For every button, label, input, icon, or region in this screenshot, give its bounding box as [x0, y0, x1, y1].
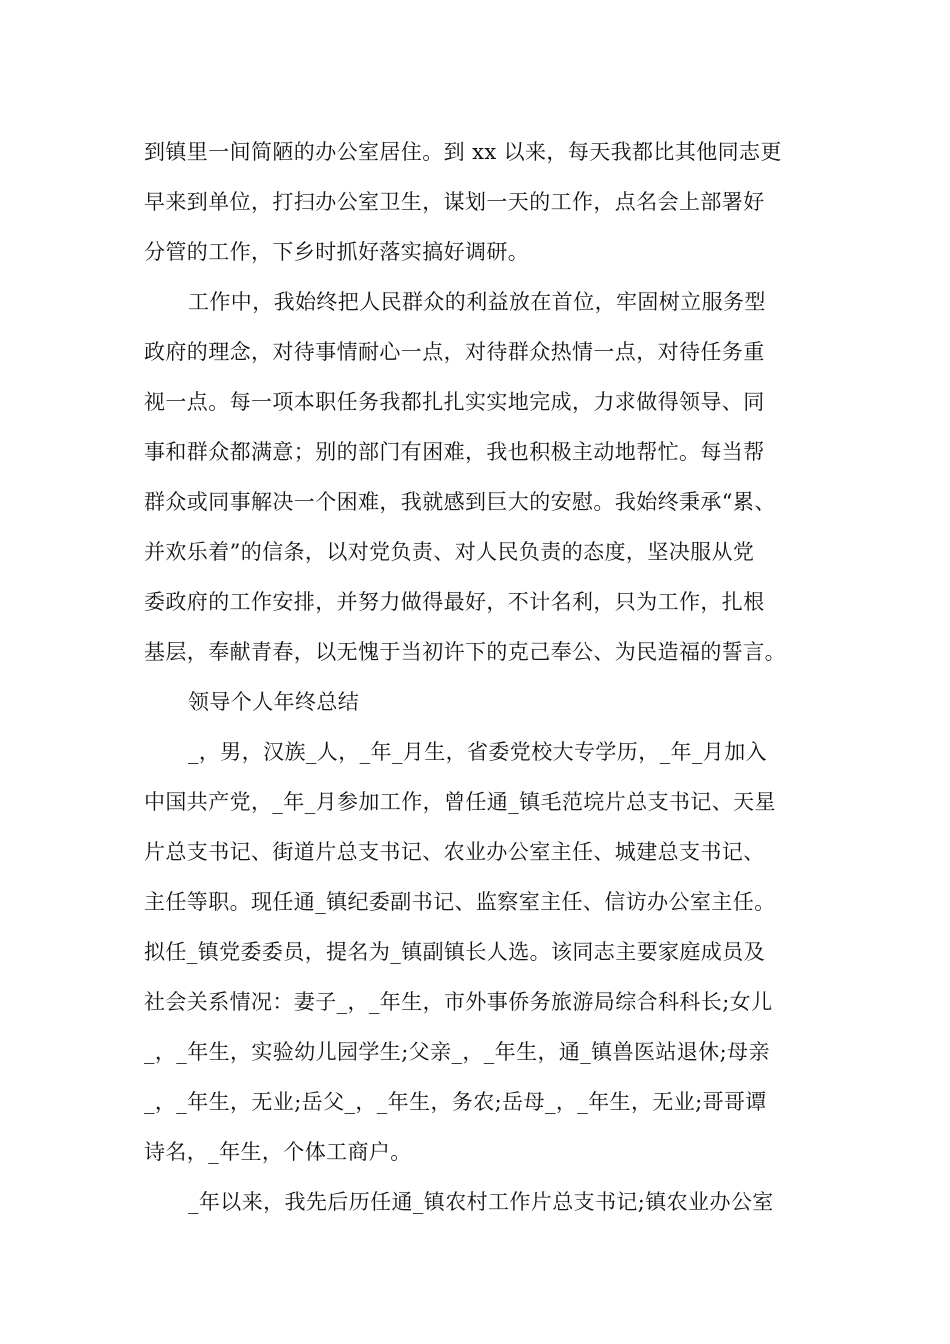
- paragraph-start-line: 工作中，我始终把人民群众的利益放在首位，牢固树立服务型: [188, 290, 766, 314]
- text-line: 基层，奉献青春，以无愧于当初许下的克己奉公、为民造福的誓言。: [144, 640, 786, 664]
- text-line: 群众或同事解决一个困难，我就感到巨大的安慰。我始终秉承“累、: [144, 490, 776, 514]
- text-line: 社会关系情况：妻子_，_年生，市外事侨务旅游局综合科科长;女儿: [144, 990, 773, 1014]
- paragraph-start-line: _年以来，我先后历任通_镇农村工作片总支书记;镇农业办公室: [188, 1190, 774, 1214]
- text-line: 早来到单位，打扫办公室卫生，谋划一天的工作，点名会上部署好: [144, 190, 765, 214]
- text-line: _，_年生，实验幼儿园学生;父亲_，_年生，通_镇兽医站退休;母亲: [144, 1040, 770, 1064]
- paragraph-start-line: _，男，汉族_人，_年_月生，省委党校大专学历，_年_月加入: [188, 740, 767, 764]
- text-line: 委政府的工作安排，并努力做得最好，不计名利，只为工作，扎根: [144, 590, 765, 614]
- text-line: _，_年生，无业;岳父_，_年生，务农;岳母_，_年生，无业;哥哥谭: [144, 1090, 767, 1114]
- text-line: 诗名，_年生，个体工商户。: [144, 1140, 412, 1164]
- text-line: 主任等职。现任通_镇纪委副书记、监察室主任、信访办公室主任。: [144, 890, 776, 914]
- section-heading: 领导个人年终总结: [188, 690, 360, 714]
- text-line: 并欢乐着”的信条，以对党负责、对人民负责的态度，坚决服从党: [144, 540, 755, 564]
- text-line: 分管的工作，下乡时抓好落实搞好调研。: [144, 240, 530, 264]
- text-line: 政府的理念，对待事情耐心一点，对待群众热情一点，对待任务重: [144, 340, 765, 364]
- text-line: 中国共产党，_年_月参加工作，曾任通_镇毛范垸片总支书记、天星: [144, 790, 776, 814]
- text-line: 到镇里一间简陋的办公室居住。到 xx 以来，每天我都比其他同志更: [144, 140, 782, 164]
- text-line: 片总支书记、街道片总支书记、农业办公室主任、城建总支书记、: [144, 840, 765, 864]
- text-line: 视一点。每一项本职任务我都扎扎实实地完成，力求做得领导、同: [144, 390, 765, 414]
- text-line: 拟任_镇党委委员，提名为_镇副镇长人选。该同志主要家庭成员及: [144, 940, 765, 964]
- document-body: [144, 127, 824, 1227]
- text-line: 事和群众都满意；别的部门有困难，我也积极主动地帮忙。每当帮: [144, 440, 765, 464]
